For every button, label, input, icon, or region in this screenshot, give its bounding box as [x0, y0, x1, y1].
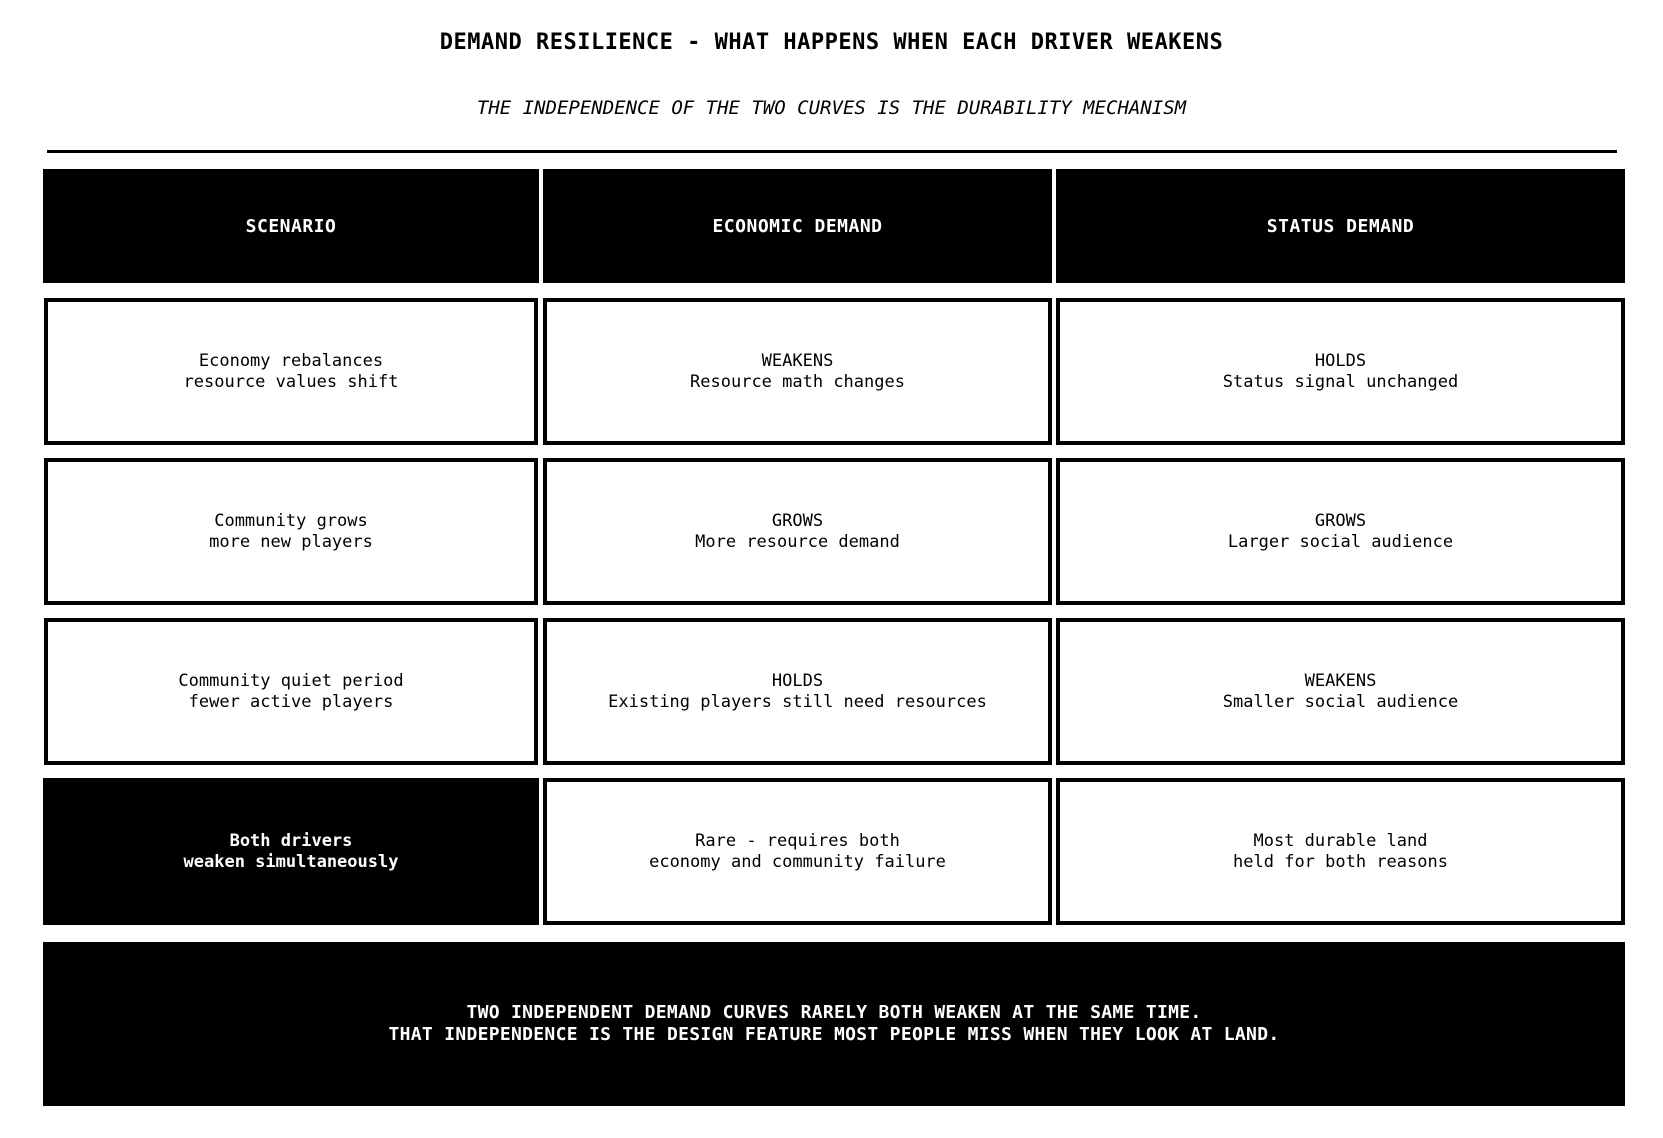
scenario-text: Community quiet period fewer active players	[178, 670, 404, 712]
economic-demand-cell	[543, 458, 1052, 605]
header-scenario-label: SCENARIO	[245, 215, 337, 237]
header-economic-demand	[543, 169, 1052, 283]
status-demand-cell	[1056, 458, 1625, 605]
scenario-text: Economy rebalances resource values shift	[183, 350, 399, 392]
status-demand-text: GROWS Larger social audience	[1227, 510, 1454, 552]
scenario-cell	[44, 458, 538, 605]
header-scenario	[43, 169, 539, 283]
scenario-text: Community grows more new players	[209, 510, 373, 552]
economic-demand-cell	[543, 298, 1052, 445]
scenario-cell	[44, 298, 538, 445]
economic-demand-text: HOLDS Existing players still need resources	[608, 670, 987, 712]
conclusion-text: TWO INDEPENDENT DEMAND CURVES RARELY BOTH WEAKEN AT THE SAME TIME. THAT INDEPENDENCE IS THE DESIGN FEATURE MOST PEOPLE MISS WHEN THEY LOOK AT LAND.	[388, 1002, 1280, 1045]
status-demand-cell	[1056, 778, 1625, 925]
header-economic-demand-label: ECONOMIC DEMAND	[712, 215, 883, 237]
scenario-cell	[44, 618, 538, 765]
scenario-text: Both drivers weaken simultaneously	[183, 830, 399, 872]
status-demand-cell	[1056, 298, 1625, 445]
economic-demand-cell	[543, 778, 1052, 925]
header-status-demand	[1056, 169, 1625, 283]
page-title: DEMAND RESILIENCE - WHAT HAPPENS WHEN EACH DRIVER WEAKENS	[439, 30, 1224, 55]
economic-demand-text: Rare - requires both economy and community failure	[649, 830, 946, 872]
status-demand-text: Most durable land held for both reasons	[1233, 830, 1448, 872]
conclusion-banner	[43, 942, 1625, 1106]
status-demand-cell	[1056, 618, 1625, 765]
status-demand-text: HOLDS Status signal unchanged	[1222, 350, 1459, 392]
economic-demand-text: GROWS More resource demand	[695, 510, 900, 552]
scenario-cell-highlighted	[43, 778, 539, 925]
title-divider	[47, 150, 1617, 153]
header-status-demand-label: STATUS DEMAND	[1266, 215, 1415, 237]
page-subtitle: THE INDEPENDENCE OF THE TWO CURVES IS THE DURABILITY MECHANISM	[476, 97, 1187, 119]
economic-demand-cell	[543, 618, 1052, 765]
economic-demand-text: WEAKENS Resource math changes	[690, 350, 905, 392]
status-demand-text: WEAKENS Smaller social audience	[1222, 670, 1459, 712]
